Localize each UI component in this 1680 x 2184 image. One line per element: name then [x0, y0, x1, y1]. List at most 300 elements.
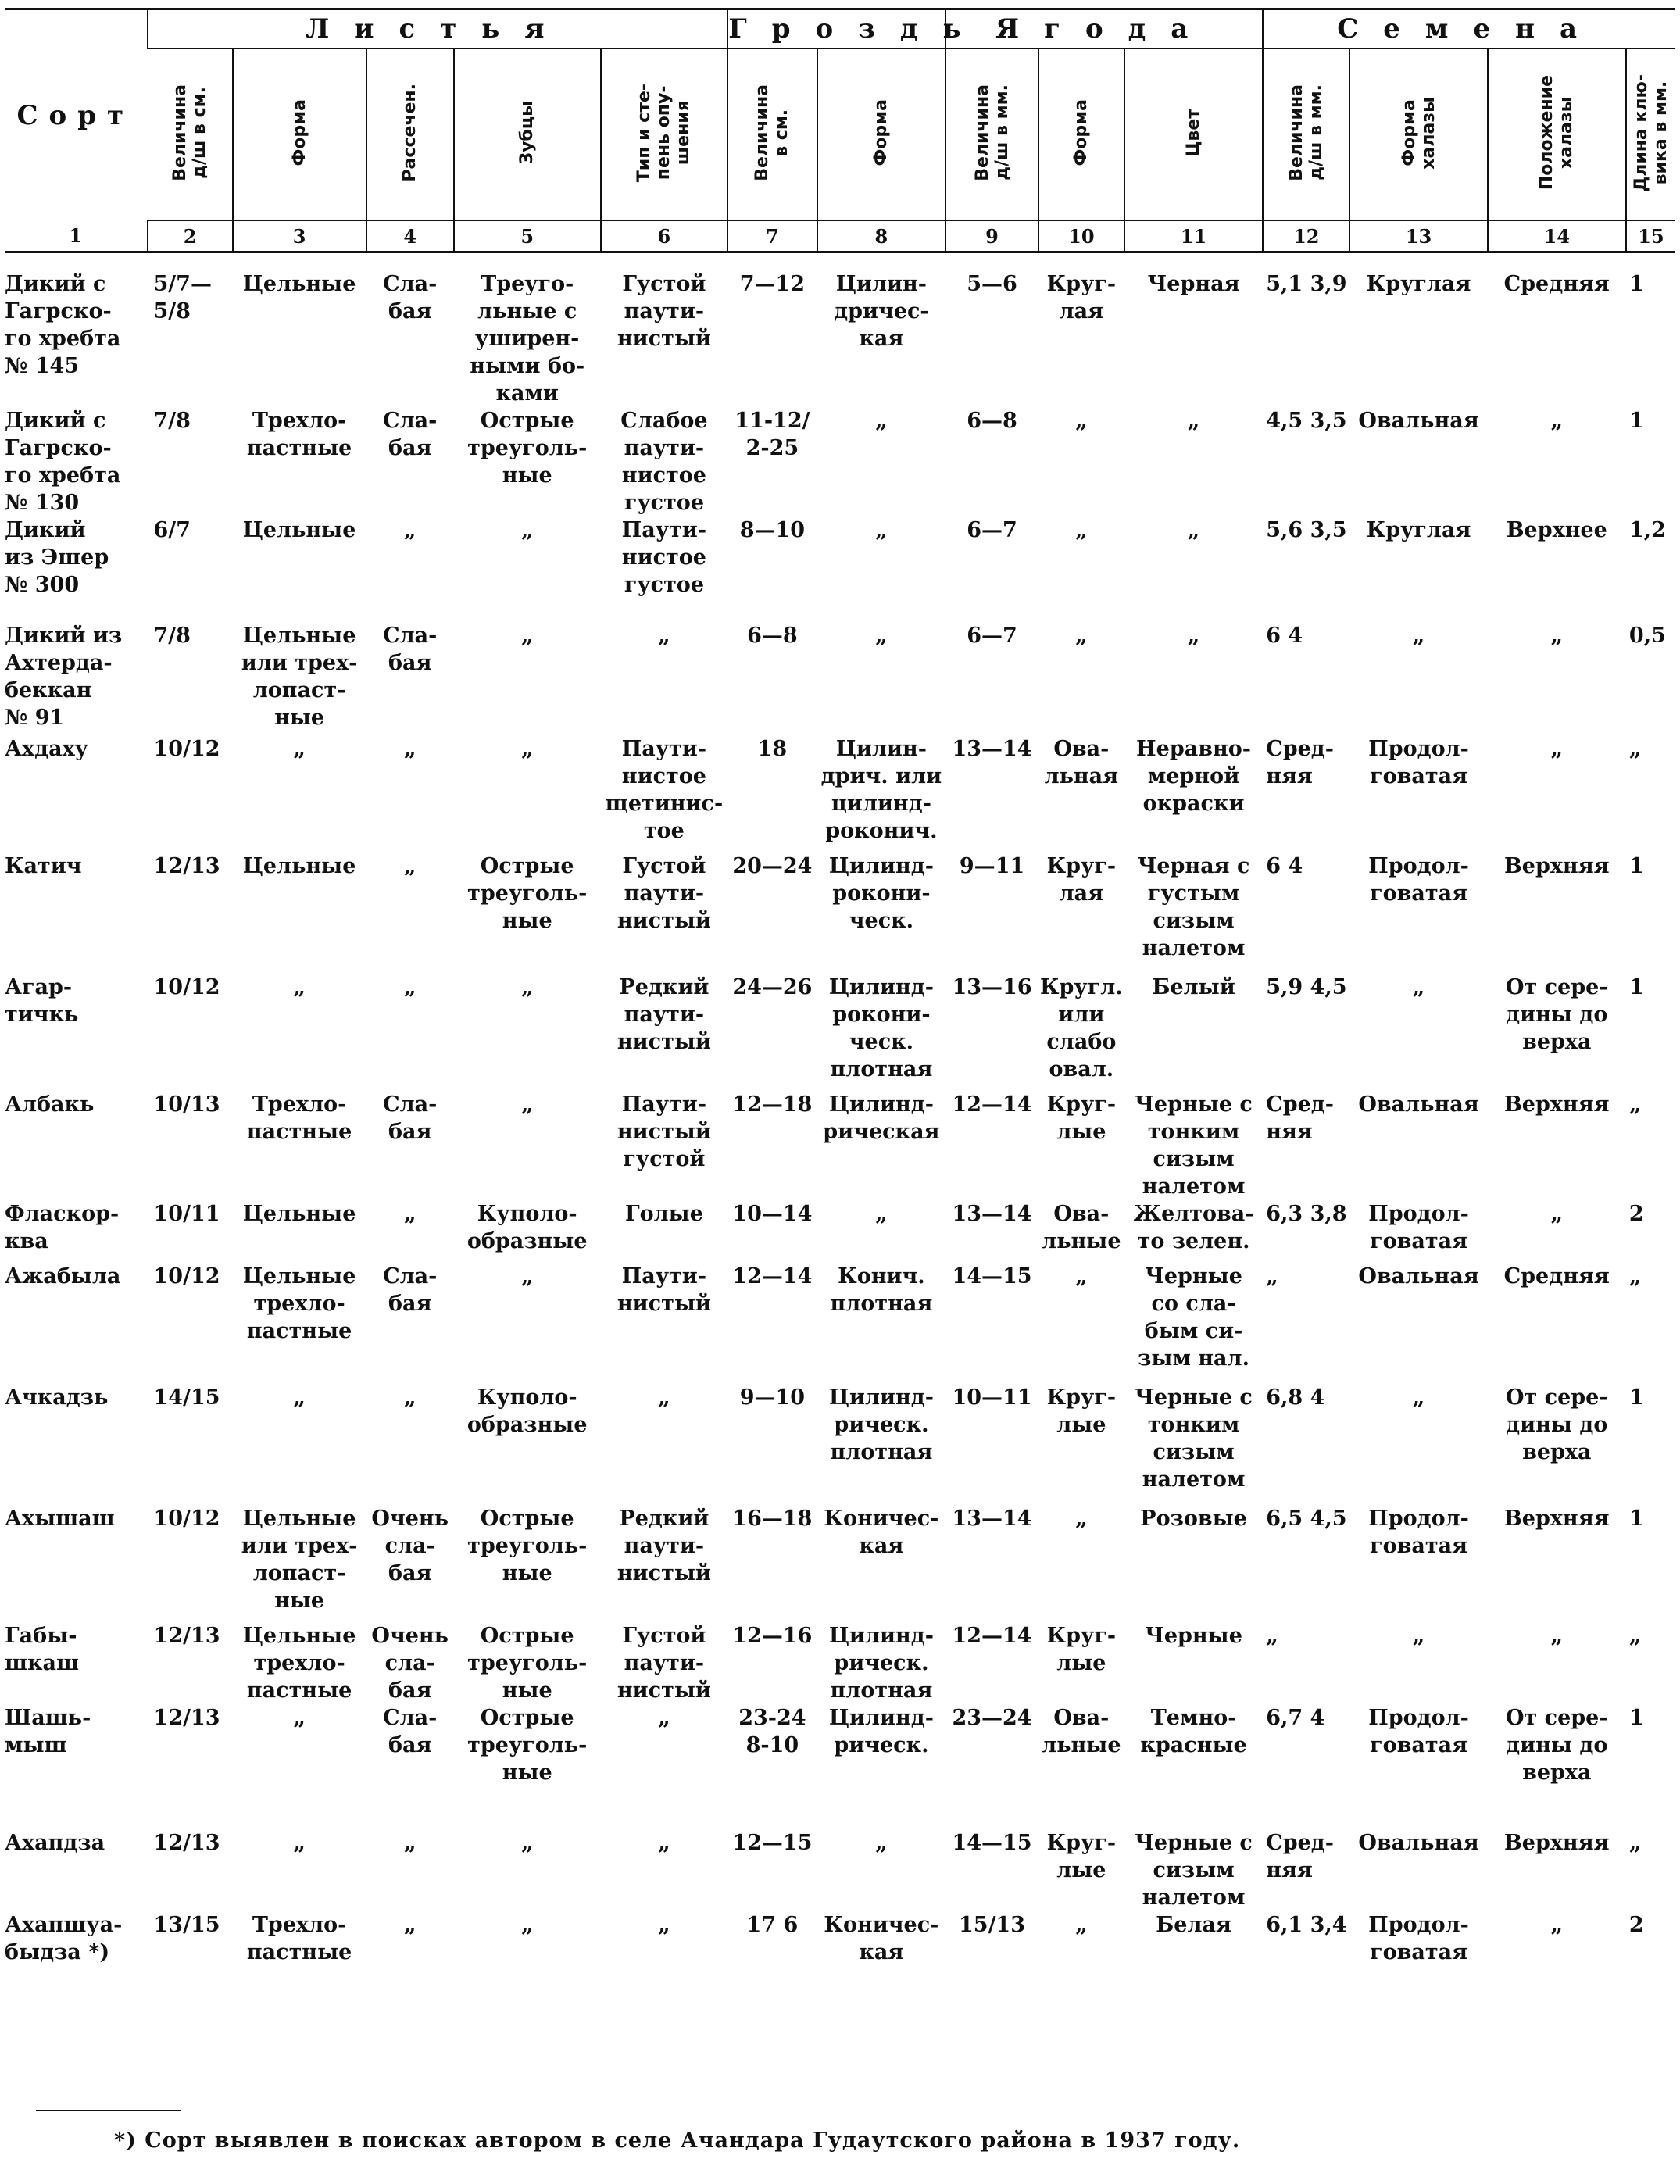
table-cell: 7/8	[153, 624, 191, 648]
table-cell: Черные с сизым налетом	[1135, 1831, 1253, 1910]
table-cell: 12/13	[153, 1706, 220, 1730]
table-cell: 20—24	[732, 854, 813, 878]
column-title-text: Положение халазы	[1537, 75, 1577, 191]
table-cell: Цельные	[242, 1202, 356, 1226]
table-cell: Кругл. или слабо овал.	[1039, 975, 1123, 1081]
table-cell: Продол- говатая	[1368, 1202, 1469, 1253]
table-cell: Черные с тонким сизым налетом	[1135, 1385, 1253, 1492]
column-number: 15	[1626, 220, 1675, 252]
table-cell: Очень сла- бая	[371, 1507, 449, 1585]
table-cell: 2	[1628, 1202, 1644, 1226]
table-cell: „	[293, 1831, 306, 1855]
table-cell: „	[1628, 1624, 1642, 1648]
table-cell: 4,5 3,5	[1266, 409, 1347, 433]
column-number: 8	[817, 220, 946, 252]
column-title	[454, 48, 601, 220]
table-cell: Паути- нистый густой	[617, 1092, 711, 1171]
table-cell: „	[1628, 1092, 1642, 1117]
column-title	[1488, 48, 1626, 220]
variety-name-cell: Албакь	[5, 1092, 95, 1117]
table-cell: „	[520, 1264, 534, 1289]
table-cell: „	[293, 737, 306, 761]
table-cell: Верхняя	[1503, 1092, 1610, 1117]
table-cell: Черная	[1147, 272, 1240, 296]
table-cell: Цилин- дрич. или цилинд- роконич.	[820, 737, 942, 843]
table-cell: „	[1187, 409, 1200, 433]
table-cell: „	[1550, 1202, 1564, 1226]
table-cell: От сере- дины до верха	[1506, 975, 1608, 1054]
table-cell: „	[1628, 1264, 1642, 1289]
variety-name-cell: Ахдаху	[5, 737, 88, 761]
column-title	[1263, 48, 1349, 220]
table-row	[5, 1091, 1675, 1200]
table-cell: 12—14	[732, 1264, 813, 1289]
table-row	[5, 974, 1675, 1091]
column-title-text: Форма	[1071, 99, 1092, 166]
table-cell: 13—14	[952, 1202, 1032, 1226]
table-cell: От сере- дины до верха	[1506, 1385, 1608, 1464]
table-cell: 6—8	[967, 409, 1017, 433]
table-cell: Редкий паути- нистый	[617, 1507, 711, 1585]
table-cell: 1	[1628, 854, 1644, 878]
column-number: 14	[1488, 220, 1626, 252]
table-cell: 0,5	[1628, 624, 1666, 648]
table-cell: 6,7 4	[1266, 1706, 1325, 1730]
table-cell: „	[403, 1913, 416, 1937]
table-cell: 1	[1628, 1385, 1644, 1410]
table-cell: 9—10	[739, 1385, 806, 1410]
table-cell: 17 6	[746, 1913, 799, 1937]
column-number: 4	[366, 220, 454, 252]
table-cell: Трехло- пастные	[246, 1913, 352, 1964]
table-cell: 14/15	[153, 1385, 220, 1410]
table-cell: Цилинд- рическ.	[828, 1706, 934, 1757]
table-cell: „	[1075, 1264, 1088, 1289]
table-cell: Цилинд- рическая	[823, 1092, 940, 1144]
variety-name-cell: Дикий из Эшер № 300	[5, 518, 109, 597]
table-cell: Густой паути- нистый	[617, 1624, 711, 1703]
table-row	[5, 1384, 1675, 1505]
table-cell: Средняя	[1503, 1264, 1610, 1289]
table-cell: Овальная	[1358, 1092, 1479, 1117]
table-row	[5, 1911, 1675, 1978]
column-title-text: Тип и сте- пень опу- шения	[634, 83, 694, 183]
table-row	[5, 1622, 1675, 1704]
table-cell: Трехло- пастные	[246, 1092, 352, 1144]
table-cell: „	[520, 737, 534, 761]
table-cell: 5/7— 5/8	[153, 272, 212, 323]
table-cell: Сла- бая	[383, 1264, 438, 1316]
table-cell: „	[658, 1831, 670, 1855]
table-cell: Редкий паути- нистый	[617, 975, 711, 1054]
table-row	[5, 407, 1675, 517]
table-cell: 12—18	[732, 1092, 813, 1117]
column-number: 9	[945, 220, 1038, 252]
column-number: 1	[5, 220, 148, 252]
table-cell: „	[875, 624, 888, 648]
table-cell: Голые	[624, 1202, 703, 1226]
table-cell: Верхнее	[1506, 518, 1607, 542]
table-cell: 23—24	[952, 1706, 1032, 1730]
column-title	[366, 48, 454, 220]
column-title	[945, 48, 1038, 220]
column-title-text: Рассечен.	[400, 84, 420, 182]
table-cell: 11-12/ 2-25	[735, 409, 810, 460]
table-cell: 14—15	[952, 1264, 1032, 1289]
table-cell: „	[520, 1831, 534, 1855]
table-cell: 1	[1628, 409, 1644, 433]
table-cell: „	[875, 1831, 888, 1855]
group-header-seeds: Семена	[1263, 9, 1675, 49]
table-cell: 1,2	[1628, 518, 1666, 542]
grape-varieties-table	[5, 8, 1675, 1978]
table-cell: Овальная	[1358, 409, 1479, 433]
table-cell: 23-24 8-10	[738, 1706, 806, 1757]
table-cell: 12—15	[732, 1831, 813, 1855]
table-cell: 10—14	[732, 1202, 813, 1226]
table-row	[5, 252, 1675, 408]
table-cell: 1	[1628, 272, 1644, 296]
table-cell: 13/15	[153, 1913, 220, 1937]
variety-name-cell: Фласкор- ква	[5, 1202, 120, 1253]
table-cell: 5,9 4,5	[1266, 975, 1347, 999]
table-cell: 12/13	[153, 854, 220, 878]
column-number: 11	[1124, 220, 1263, 252]
table-cell: 10/11	[153, 1202, 220, 1226]
table-cell: 12—14	[952, 1092, 1032, 1117]
table-cell: Круглая	[1366, 518, 1471, 542]
table-cell: Острые треуголь- ные	[467, 1706, 588, 1785]
table-cell: Острые треуголь- ные	[467, 854, 588, 933]
column-title-text: Форма	[871, 99, 892, 166]
table-cell: 2	[1628, 1913, 1644, 1937]
table-cell: 13—16	[952, 975, 1032, 999]
table-cell: Цельные	[242, 518, 356, 542]
table-cell: „	[1187, 518, 1200, 542]
table-cell: 1	[1628, 1706, 1644, 1730]
table-cell: От сере- дины до верха	[1506, 1706, 1608, 1785]
table-cell: Белая	[1156, 1913, 1231, 1937]
table-cell: „	[1075, 624, 1088, 648]
table-cell: 10/13	[153, 1092, 220, 1117]
table-cell: „	[875, 1202, 888, 1226]
table-cell: „	[1550, 624, 1564, 648]
table-cell: Очень сла- бая	[371, 1624, 449, 1703]
table-cell: „	[658, 1706, 670, 1730]
table-cell: Коничес- кая	[824, 1913, 939, 1964]
table-cell: Сла- бая	[383, 272, 438, 323]
table-cell: „	[293, 1706, 306, 1730]
table-cell: „	[520, 1913, 534, 1937]
table-cell: Цельные или трех- лопаст- ные	[241, 624, 358, 730]
column-title	[233, 48, 366, 220]
table-cell: 5,6 3,5	[1266, 518, 1347, 542]
table-cell: „	[293, 975, 306, 999]
column-title	[1349, 48, 1487, 220]
table-cell: 6 4	[1266, 624, 1303, 648]
table-cell: „	[658, 624, 670, 648]
column-title	[601, 48, 728, 220]
table-cell: „	[1550, 1913, 1564, 1937]
table-cell: „	[1412, 1385, 1425, 1410]
table-row	[5, 1200, 1675, 1263]
table-cell: 6—8	[747, 624, 798, 648]
table-cell: „	[875, 518, 888, 542]
table-cell: Цельные трехло- пастные	[242, 1264, 356, 1343]
column-title	[727, 48, 817, 220]
group-header-cluster: Гроздь	[727, 9, 945, 49]
table-cell: Трехло- пастные	[246, 409, 352, 460]
table-cell: Черные с тонким сизым налетом	[1135, 1092, 1253, 1199]
table-cell: 8—10	[739, 518, 806, 542]
table-row	[5, 1263, 1675, 1384]
table-cell: „	[658, 1385, 670, 1410]
table-cell: „	[403, 518, 416, 542]
table-cell: Паути- нистый	[617, 1264, 711, 1316]
table-cell: „	[1412, 624, 1425, 648]
table-cell: „	[293, 1385, 306, 1410]
table-cell: 10/12	[153, 737, 220, 761]
table-cell: Продол- говатая	[1368, 1706, 1469, 1757]
column-title-text: Величина д/ш в мм.	[1286, 84, 1326, 181]
sort-column-header: Сорт	[5, 9, 148, 221]
column-number: 12	[1263, 220, 1349, 252]
table-cell: Продол- говатая	[1368, 854, 1469, 906]
table-cell: Острые треуголь- ные	[467, 1624, 588, 1703]
table-cell: Белый	[1152, 975, 1235, 999]
table-cell: Верхняя	[1503, 854, 1610, 878]
table-row	[5, 1829, 1675, 1911]
table-row	[5, 735, 1675, 853]
table-cell: Круглая	[1366, 272, 1471, 296]
table-cell: 6,1 3,4	[1266, 1913, 1347, 1937]
table-cell: 5,1 3,9	[1266, 272, 1347, 296]
table-cell: Верхняя	[1503, 1507, 1610, 1531]
table-cell: 6/7	[153, 518, 191, 542]
variety-name-cell: Дикий с Гагрско- го хребта № 130	[5, 409, 121, 515]
table-cell: Круг- лая	[1046, 272, 1117, 323]
table-cell: „	[1628, 1831, 1642, 1855]
table-cell: „	[520, 518, 534, 542]
group-header-berry: Ягода	[945, 9, 1263, 49]
variety-name-cell: Ажабыла	[5, 1264, 121, 1289]
column-number: 7	[727, 220, 817, 252]
variety-name-cell: Агар- тичкь	[5, 975, 79, 1027]
table-cell: 5—6	[967, 272, 1017, 296]
table-cell: 15/13	[959, 1913, 1026, 1937]
column-title	[1626, 48, 1675, 220]
table-cell: Ова- льные	[1042, 1706, 1121, 1757]
table-row	[5, 622, 1675, 735]
table-cell: 6,3 3,8	[1266, 1202, 1347, 1226]
column-title-text: Величина д/ш в см.	[170, 84, 209, 181]
table-cell: Продол- говатая	[1368, 1913, 1469, 1964]
table-cell: 12/13	[153, 1831, 220, 1855]
table-cell: Острые треуголь- ные	[467, 409, 588, 488]
table-cell: 16—18	[732, 1507, 813, 1531]
table-cell: Цельные или трех- лопаст- ные	[241, 1507, 358, 1613]
table-cell: Овальная	[1358, 1264, 1479, 1289]
table-cell: 6,8 4	[1266, 1385, 1325, 1410]
table-cell: „	[403, 1831, 416, 1855]
table-cell: Круг- лые	[1046, 1385, 1117, 1437]
table-cell: „	[1550, 409, 1564, 433]
table-cell: Сред- няя	[1266, 1831, 1334, 1882]
column-number: 5	[454, 220, 601, 252]
table-cell: Куполо- образные	[466, 1202, 588, 1253]
variety-name-cell: Катич	[5, 854, 82, 878]
table-cell: 24—26	[732, 975, 813, 999]
table-cell: „	[1075, 1913, 1088, 1937]
table-cell: „	[520, 1092, 534, 1117]
table-cell: Цельные трехло- пастные	[242, 1624, 356, 1703]
table-cell: Густой паути- нистый	[617, 854, 711, 933]
table-cell: „	[875, 409, 888, 433]
table-cell: Острые треуголь- ные	[467, 1507, 588, 1585]
table-cell: Ова- льные	[1042, 1202, 1121, 1253]
table-cell: Розовые	[1140, 1507, 1247, 1531]
table-row	[5, 517, 1675, 622]
column-number: 3	[233, 220, 366, 252]
variety-name-cell: Шашь- мыш	[5, 1706, 91, 1757]
table-cell: Цилинд- рокони- ческ. плотная	[828, 975, 934, 1081]
table-cell: „	[1266, 1624, 1278, 1648]
table-cell: Цилинд- рокони- ческ.	[828, 854, 934, 933]
column-title	[1124, 48, 1263, 220]
table-cell: Овальная	[1358, 1831, 1479, 1855]
table-cell: Продол- говатая	[1368, 737, 1469, 788]
table-cell: 6—7	[967, 518, 1017, 542]
table-cell: 12—16	[732, 1624, 813, 1648]
table-cell: Круг- лые	[1046, 1624, 1117, 1675]
table-cell: „	[520, 975, 534, 999]
column-numbers-row	[5, 220, 1675, 252]
document-page	[5, 8, 1675, 2172]
table-cell: „	[1075, 518, 1088, 542]
table-cell: „	[1187, 624, 1200, 648]
column-number: 2	[148, 220, 233, 252]
column-title-text: Величина в см.	[752, 84, 792, 181]
table-cell: „	[1628, 737, 1642, 761]
group-header-leaves: Листья	[148, 9, 728, 49]
variety-name-cell: Габы- шкаш	[5, 1624, 80, 1675]
table-cell: Конич. плотная	[830, 1264, 933, 1316]
table-cell: Черная с густым сизым налетом	[1137, 854, 1250, 960]
variety-name-cell: Ахапшуа- быдза *)	[5, 1913, 123, 1964]
table-cell: Цилинд- рическ. плотная	[828, 1624, 934, 1703]
column-title-text: Форма	[289, 99, 309, 166]
table-cell: 12—14	[952, 1624, 1032, 1648]
table-cell: „	[403, 1385, 416, 1410]
table-cell: 10/12	[153, 1264, 220, 1289]
table-cell: Густой паути- нистый	[617, 272, 711, 351]
table-cell: Сла- бая	[383, 1092, 438, 1144]
table-cell: Цельные	[242, 854, 356, 878]
table-cell: Круг- лая	[1046, 854, 1117, 906]
table-cell: „	[403, 854, 416, 878]
table-row	[5, 853, 1675, 974]
column-title-text: Длина клю- вика в мм.	[1631, 73, 1671, 192]
variety-name-cell: Дикий из Ахтерда- беккан № 91	[5, 624, 123, 730]
table-cell: 1	[1628, 975, 1644, 999]
table-cell: „	[1412, 975, 1425, 999]
table-cell: Желтова- то зелен.	[1133, 1202, 1254, 1253]
table-cell: „	[1412, 1624, 1425, 1648]
table-cell: Сла- бая	[383, 409, 438, 460]
table-cell: Черные со сла- бым си- зым нал.	[1138, 1264, 1249, 1371]
table-cell: „	[1266, 1264, 1278, 1289]
table-cell: „	[1550, 737, 1564, 761]
table-cell: 12/13	[153, 1624, 220, 1648]
table-cell: 10—11	[952, 1385, 1032, 1410]
table-cell: Сред- няя	[1266, 737, 1334, 788]
table-body	[5, 252, 1675, 1978]
table-cell: „	[403, 1202, 416, 1226]
table-cell: Паути- нистое щетинис- тое	[605, 737, 724, 843]
table-cell: 6 4	[1266, 854, 1303, 878]
table-row	[5, 1505, 1675, 1622]
table-cell: „	[1075, 409, 1088, 433]
table-cell: Верхняя	[1503, 1831, 1610, 1855]
table-cell: 13—14	[952, 1507, 1032, 1531]
table-row	[5, 1704, 1675, 1829]
column-title-text: Форма халазы	[1399, 96, 1439, 170]
table-cell: Сла- бая	[383, 624, 438, 675]
table-cell: 9—11	[959, 854, 1025, 878]
table-cell: 18	[757, 737, 788, 761]
table-cell: 1	[1628, 1507, 1644, 1531]
table-cell: Цилин- дричес- кая	[834, 272, 929, 351]
table-cell: 10/12	[153, 975, 220, 999]
table-cell: Ова- льная	[1044, 737, 1119, 788]
column-title	[1038, 48, 1124, 220]
footnote-divider	[36, 2110, 181, 2111]
table-cell: Сла- бая	[383, 1706, 438, 1757]
column-title	[148, 48, 233, 220]
table-cell: Средняя	[1503, 272, 1610, 296]
column-title-text: Зубцы	[517, 101, 538, 165]
table-cell: „	[658, 1913, 670, 1937]
table-cell: 6—7	[967, 624, 1017, 648]
table-cell: Темно- красные	[1140, 1706, 1247, 1757]
table-cell: Цилинд- рическ. плотная	[828, 1385, 934, 1464]
table-cell: 7/8	[153, 409, 191, 433]
table-cell: 7—12	[739, 272, 806, 296]
table-cell: 10/12	[153, 1507, 220, 1531]
table-cell: „	[1550, 1624, 1564, 1648]
variety-name-cell: Ахышаш	[5, 1507, 115, 1531]
column-title-text: Цвет	[1184, 108, 1204, 157]
variety-name-cell: Ачкадзь	[5, 1385, 109, 1410]
table-cell: Коничес- кая	[824, 1507, 939, 1558]
table-cell: „	[520, 624, 534, 648]
table-cell: 13—14	[952, 737, 1032, 761]
table-cell: Неравно- мерной окраски	[1136, 737, 1251, 816]
table-cell: Цельные	[242, 272, 356, 296]
variety-name-cell: Ахапдза	[5, 1831, 105, 1855]
table-cell: Слабое паути- нистое густое	[620, 409, 708, 515]
table-cell: 14—15	[952, 1831, 1032, 1855]
column-titles-row	[5, 48, 1675, 220]
variety-name-cell: Дикий с Гагрско- го хребта № 145	[5, 272, 121, 378]
table-cell: „	[403, 737, 416, 761]
table-cell: 6,5 4,5	[1266, 1507, 1347, 1531]
column-number: 10	[1038, 220, 1124, 252]
table-cell: Черные	[1145, 1624, 1242, 1648]
table-cell: Паути- нистое густое	[621, 518, 707, 597]
column-number: 6	[601, 220, 728, 252]
table-cell: Круг- лые	[1046, 1092, 1117, 1144]
